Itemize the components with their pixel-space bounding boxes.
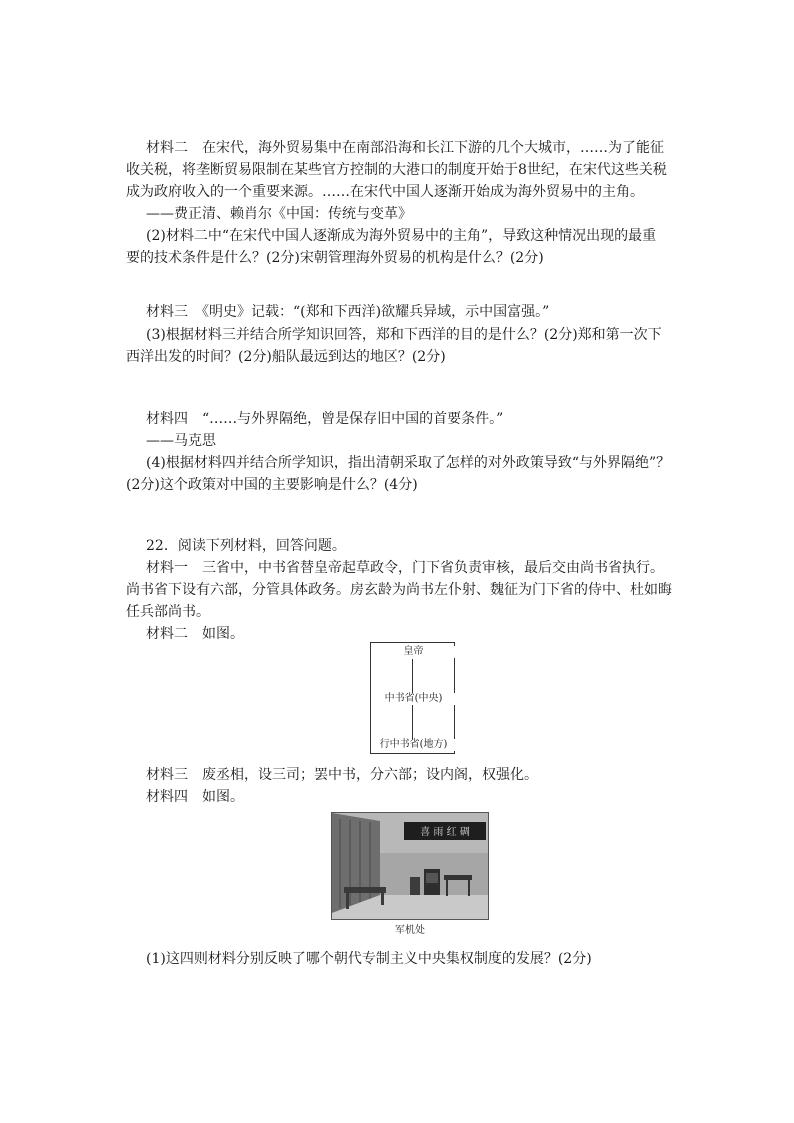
- question2-line2: 要的技术条件是什么？(2分)宋朝管理海外贸易的机构是什么？(2分): [126, 250, 544, 266]
- diagram-label-local: 行中书省(地方): [371, 739, 456, 751]
- grand-council-photo: [331, 812, 489, 920]
- question4-line1: (4)根据材料四并结合所学知识，指出清朝采取了怎样的对外政策导致“与外界隔绝”？: [146, 455, 671, 471]
- q22-material3-line: 材料三 废丞相，设三司；罢中书，分六部；设内阁，权强化。: [146, 767, 538, 783]
- question4-line2: (2分)这个政策对中国的主要影响是什么？(4分): [126, 477, 418, 493]
- q22-material1-line1: 材料一 三省中，中书省替皇帝起草政令，门下省负责审核，最后交由尚书省执行。: [146, 560, 664, 576]
- photo-illustration: [332, 813, 489, 920]
- diagram-label-emperor: 皇帝: [371, 646, 456, 658]
- material2-line3: 成为政府收入的一个重要来源。……在宋代中国人逐渐开始成为海外贸易中的主角。: [126, 184, 644, 200]
- material2-line2: 收关税，将垄断贸易限制在某些官方控制的大港口的制度开始于8世纪，在宋代这些关税: [126, 162, 667, 178]
- q22-question1: (1)这四则材料分别反映了哪个朝代专制主义中央集权制度的发展？(2分): [146, 951, 592, 967]
- q22-material1-line2: 尚书省下设有六部，分管具体政务。房玄龄为尚书左仆射、魏征为门下省的侍中、杜如晦: [126, 582, 672, 598]
- q22-material4-line: 材料四 如图。: [146, 789, 244, 805]
- administrative-diagram: [370, 642, 455, 754]
- q22-material2-line: 材料二 如图。: [146, 626, 244, 642]
- question3-line1: (3)根据材料三并结合所学知识回答，郑和下西洋的目的是什么？(2分)郑和第一次下: [146, 327, 662, 343]
- photo-caption: 军机处: [395, 925, 425, 936]
- material4-source: ——马克思: [146, 433, 216, 449]
- question22-title: 22．阅读下列材料，回答问题。: [146, 538, 346, 554]
- diagram-label-central: 中书省(中央): [371, 693, 456, 705]
- photo-plaque: 喜 雨 红 碉: [420, 827, 470, 838]
- material2-source: ——费正清、赖肖尔《中国：传统与变革》: [146, 206, 412, 222]
- q22-material1-line3: 任兵部尚书。: [126, 604, 210, 620]
- question2-line1: (2)材料二中“在宋代中国人逐渐成为海外贸易中的主角”，导致这种情况出现的最重: [146, 228, 657, 244]
- material3-line1: 材料三 《明史》记载：“(郑和下西洋)欲耀兵异域，示中国富强。”: [146, 304, 550, 320]
- material2-line1: 材料二 在宋代，海外贸易集中在南部沿海和长江下游的几个大城市，……为了能征: [146, 140, 664, 156]
- material4-line1: 材料四 “……与外界隔绝，曾是保存旧中国的首要条件。”: [146, 411, 504, 427]
- question3-line2: 西洋出发的时间？(2分)船队最远到达的地区？(2分): [126, 349, 446, 365]
